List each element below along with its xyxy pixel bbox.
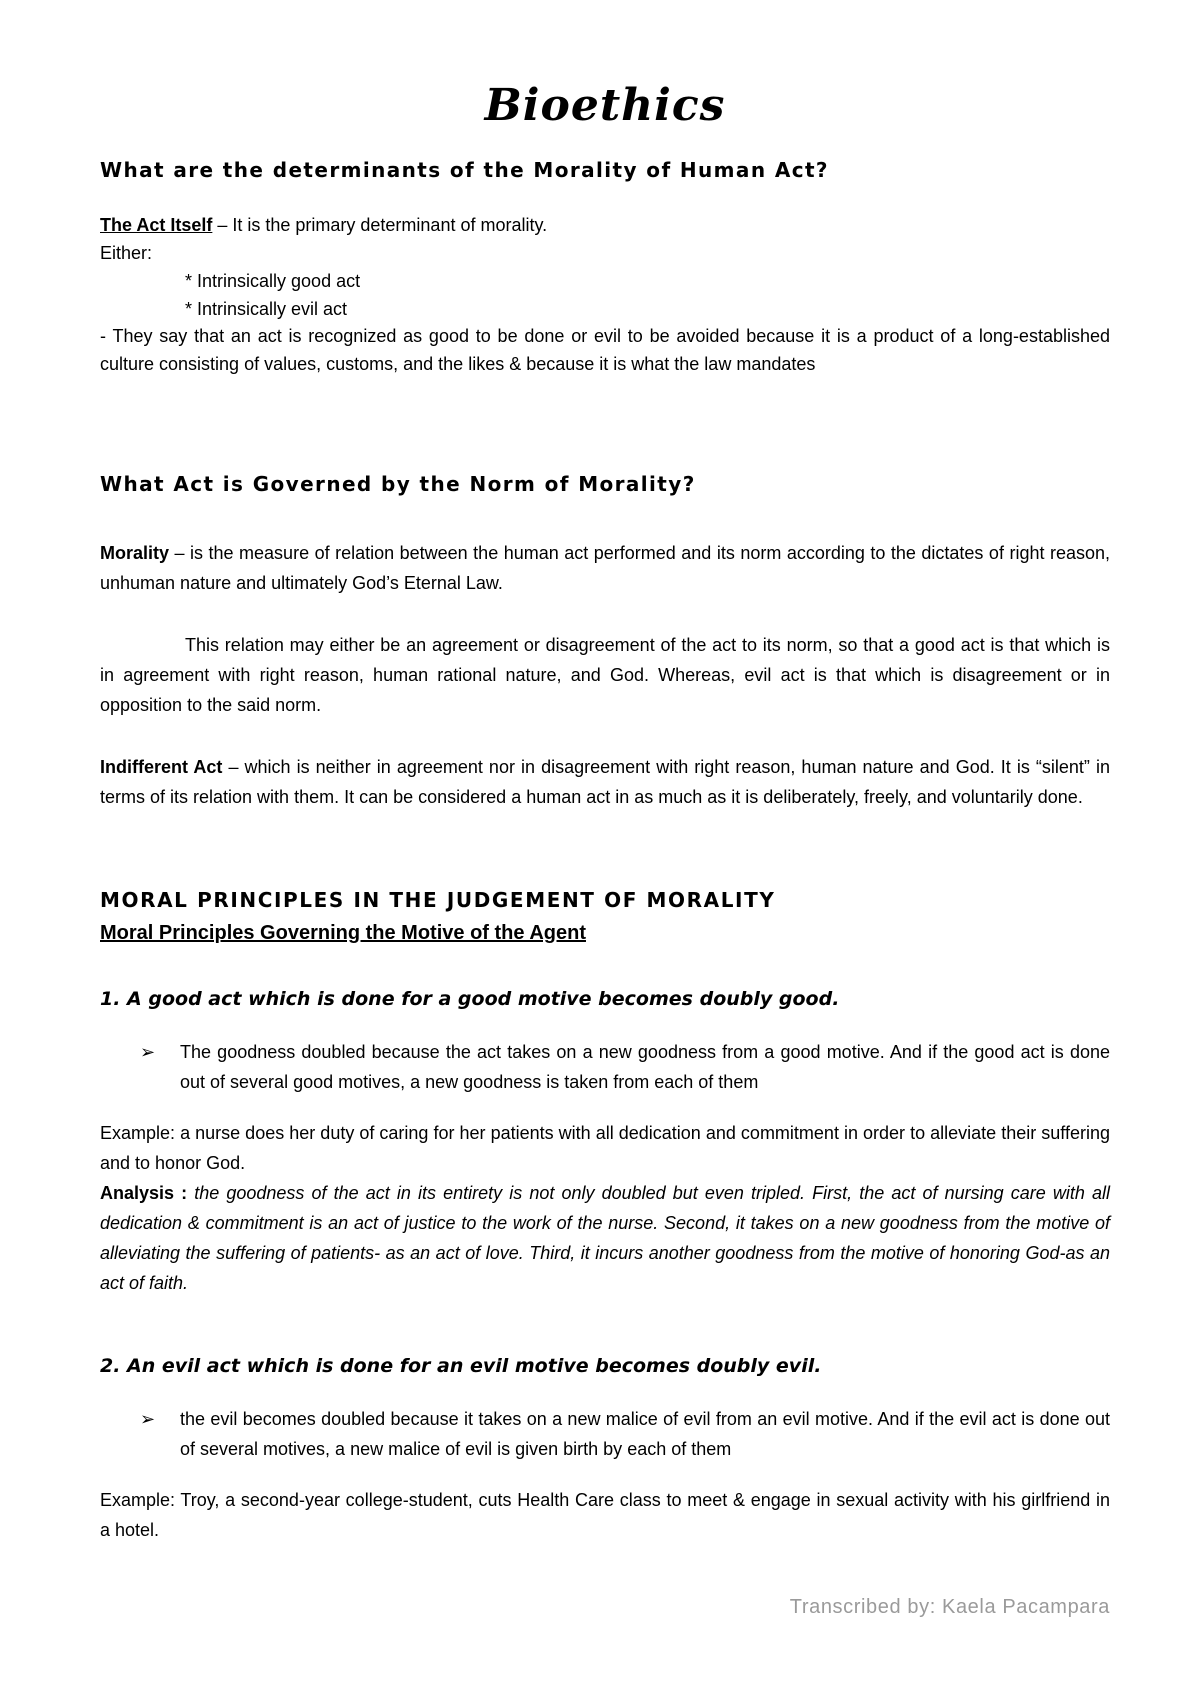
act-itself-term: The Act Itself [100,215,213,235]
principle-2-bullet [100,1404,1110,1464]
document-title: Bioethics [484,80,726,131]
principle-1-analysis [100,1178,1110,1298]
relation-paragraph: This relation may either be an agreement or disagreement of the act to its norm, so that a good act is that which is in agreement with right reason, human rational nature, and God. Whereas, evil act is that which is disagreement or in opposition to the said norm. [100,635,1110,715]
morality-def-text: – is the measure of relation between the human act performed and its norm according to the dictates of right reason, unhuman nature and ultimately God’s Eternal Law. [100,543,1110,593]
analysis-label: Analysis : [100,1183,188,1203]
option-evil-act: * Intrinsically evil act [185,299,348,319]
section-heading-norm: What Act is Governed by the Norm of Morality? [100,472,696,496]
act-itself-line [100,210,1110,240]
principle-1-bullet-text: The goodness doubled because the act takes on a new goodness from a good motive. And if the good act is done out of several good motives, a new goodness is taken from each of them [180,1042,1110,1092]
section-heading-determinants: What are the determinants of the Morality of Human Act? [100,158,829,182]
analysis-text: the goodness of the act in its entirety is not only doubled but even tripled. First, the act of nursing care with all dedication & commitment is an act of justice to the work of the nurse. Second, it takes on a new goodness from the motive of alleviating the suffering of patients- as an act of love. Third, it incurs another goodness from the motive of honoring God-as an act of faith. [100,1183,1110,1293]
indifferent-act-term: Indifferent Act [100,757,223,777]
culture-law-note: - They say that an act is recognized as good to be done or evil to be avoided because it is a product of a long-established culture consisting of values, customs, and the likes & because it is what the law mandates [100,326,1110,374]
principle-2-example: Example: Troy, a second-year college-student, cuts Health Care class to meet & engage in sexual activity with his girlfriend in a hotel. [100,1490,1110,1540]
moral-principles-heading: MORAL PRINCIPLES IN THE JUDGEMENT OF MORALITY [100,888,776,912]
arrow-bullet-icon: ➢ [140,1409,156,1429]
arrow-bullet-icon: ➢ [140,1042,156,1062]
principle-2-heading: 2. An evil act which is done for an evil motive becomes doubly evil. [100,1355,822,1377]
transcriber-footer: Transcribed by: Kaela Pacampara [789,1596,1110,1618]
morality-term: Morality [100,543,170,563]
indifferent-act-def-text: – which is neither in agreement nor in disagreement with right reason, human nature and God. It is “silent” in terms of its relation with them. It can be considered a human act in as much as it is deliberately, freely, and voluntarily done. [100,757,1110,807]
principle-1-example: Example: a nurse does her duty of caring for her patients with all dedication and commitment in order to alleviate their suffering and to honor God. [100,1123,1110,1173]
document-page [100,0,1110,1696]
motive-principles-subheading: Moral Principles Governing the Motive of the Agent [100,922,586,944]
principle-1-bullet [100,1037,1110,1097]
act-itself-definition: – It is the primary determinant of morality. [212,215,548,235]
option-good-act: * Intrinsically good act [185,271,361,291]
indifferent-act-definition [100,752,1110,812]
principle-1-heading: 1. A good act which is done for a good motive becomes doubly good. [100,988,840,1010]
morality-definition [100,538,1110,598]
either-label: Either: [100,243,153,263]
principle-2-bullet-text: the evil becomes doubled because it takes on a new malice of evil from an evil motive. And if the evil act is done out of several motives, a new malice of evil is given birth by each of them [180,1409,1110,1459]
